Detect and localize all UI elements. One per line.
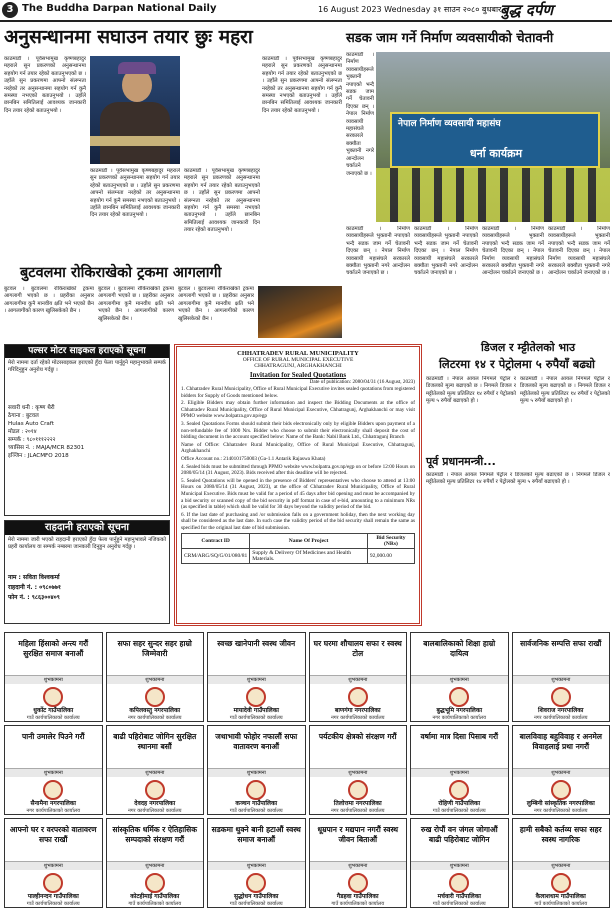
- greeting-ad-label: शुभकामना: [513, 768, 610, 777]
- greeting-ad-org: सैनामैना नगरपालिका: [30, 800, 76, 807]
- greeting-ad-message: रुख रोपौं वन जंगल जोगाऔं बाढी पहिरोबाट जोगिन: [420, 825, 498, 844]
- greeting-ad-org: पाल्हीनन्दन गाउँपालिका: [27, 893, 79, 900]
- greeting-ad-org: लुम्बिनी सांस्कृतिक नगरपालिका: [526, 800, 595, 807]
- greeting-ad-message: बाढी पहिरोबाट जोगिन सुरक्षित स्थानमा बसौं: [113, 732, 197, 751]
- greeting-ad[interactable]: [309, 725, 408, 815]
- greeting-ad-org: शिवराज नगरपालिका: [538, 707, 584, 714]
- banner-subtext: धर्ना कार्यक्रम: [469, 147, 523, 160]
- notice-paragraph: 1. Chhatradev Rural Municipality, Office of Rural Municipal Executive invites sealed quotations from registered bidders for Supply of Goods mentioned below.: [181, 386, 415, 399]
- municipality-emblem-icon: [449, 873, 469, 893]
- greeting-ad-message: सडकमा थुक्ने बानी हटाऔं स्वस्थ समाज बनाऔं: [211, 825, 301, 844]
- lost-motorcycle-detail-line: सवारी धनी : कृष्ण थैरी: [8, 405, 55, 411]
- greeting-ad-message: हामी सबैको कर्तव्य सफा सहर स्वस्थ नागरिक: [519, 825, 602, 844]
- notice-paragraph: 5. Sealed Quotations will be opened in the presence of Bidders' representatives who choose to attend at 13:00 Hours on 2080/05/14 (31 August, 2023), at the office of Chhatradev Rural Municipality, Office of Rural Municipal Executive. Bids must be valid for a period of 45 days after bid opening and must be accompanied by a bid security or scanned copy of the bid security in pdf format in case of e-bid, amounting to a minimum NRs (as specified in table) which shall be valid for 30 days beyond the validity period of the bid.: [181, 477, 415, 511]
- greeting-ad-org: मर्चवारी गाउँपालिका: [437, 893, 481, 900]
- story2-body-col1: काठमाडौं । निर्माण व्यवसायीहरूले भुक्तानी नपाएको भन्दै सडक जाम गर्ने चेतावनी दिएका छन् । नेपाल निर्माण व्यवसायी महासंघले सरकारले बक्यौता भुक्तानी नगरे आन्दोलन चर्काउने जनाएको छ ।: [346, 226, 410, 277]
- notice-table-header: Contract ID: [182, 534, 250, 549]
- greeting-ad-message: बालबालिकाको शिक्षा हाम्रो दायित्व: [423, 639, 496, 658]
- greeting-ad-label: शुभकामना: [5, 768, 102, 777]
- greeting-ad[interactable]: [309, 632, 408, 722]
- lost-motorcycle-detail-line: मोडल : २०१४: [8, 429, 37, 435]
- lost-passport-title: राहदानी हराएको सूचना: [5, 521, 169, 535]
- municipality-emblem-icon: [449, 687, 469, 707]
- greeting-ad-org: देवदह नगरपालिका: [134, 800, 176, 807]
- lost-motorcycle-detail-line: च्यासिस नं. : MAJA/MCR 82301: [8, 445, 85, 451]
- greeting-ad-message: पानी उमालेर पिउने गरौं: [21, 732, 85, 741]
- greeting-ad-org: कोटहीमाई गाउँपालिका: [130, 893, 180, 900]
- greeting-ad-org: कञ्चन गाउँपालिका: [235, 800, 278, 807]
- municipality-emblem-icon: [145, 687, 165, 707]
- greeting-ad-label: शुभकामना: [5, 675, 102, 684]
- greeting-ad[interactable]: [207, 725, 306, 815]
- greeting-ad-org: तिलोत्तमा नगरपालिका: [333, 800, 382, 807]
- notice-paragraph: Office Account no.: 2140101750003 (Ga-1.1 Antarik Rajaswa Khata): [181, 455, 326, 462]
- banner-text: नेपाल निर्माण व्यवसायी महासंघ: [398, 119, 501, 129]
- greeting-ad-org: रोहिणी गाउँपालिका: [438, 800, 481, 807]
- greeting-ad[interactable]: [410, 725, 509, 815]
- notice-table-header: Bid Security (NRs): [367, 534, 414, 549]
- paper-name: The Buddha Darpan National Daily: [22, 3, 217, 14]
- greeting-ad-office: गाउँ कार्यपालिकाको कार्यालय: [432, 901, 486, 907]
- greeting-ad-office: नगर कार्यपालिकाको कार्यालय: [533, 808, 588, 814]
- greeting-ad-office: गाउँ कार्यपालिकाको कार्यालय: [432, 808, 486, 814]
- greeting-ad[interactable]: [512, 725, 611, 815]
- story4-kicker[interactable]: डिजल र म्ट्टीतेलको भाउ: [480, 341, 576, 354]
- notice-paragraph: 2. Eligible Bidders may obtain further information and inspect the Bidding Documents at the office of Chhatradev Rural Municipality, Office of Rural Municipal Executive, Chhatragunj, Arghakhanchi or may visit PPMO website www.bolpatra.gov.np/egp: [181, 400, 415, 420]
- story3-headline[interactable]: बुटवलमा रोकिराखेको ट्रकमा आगलागी: [20, 265, 222, 281]
- municipality-emblem-icon: [43, 873, 63, 893]
- story1-body-col4: काठमाडौं । पूर्वसभामुख कृष्णबहादुर महराले सुन प्रकरणको अनुसन्धानमा सहयोग गर्न तयार रहेको बताउनुभएको छ । उहाँले सुन प्रकरणमा आफ्नो संलग्नता नरहेको तर अनुसन्धानमा सहयोग गर्न कुनै समस्या नभएको बताउनुभयो । उहाँले छानबिन समितिलाई आवश्यक जानकारी दिन तयार रहेको बताउनुभयो ।: [262, 56, 342, 114]
- municipality-emblem-icon: [43, 780, 63, 800]
- greeting-ad-office: गाउँ कार्यपालिकाको कार्यालय: [229, 715, 283, 721]
- municipality-emblem-icon: [449, 780, 469, 800]
- greeting-ad-label: शुभकामना: [208, 768, 305, 777]
- municipality-emblem-icon: [348, 687, 368, 707]
- lost-passport-name: नाम : सविता विश्वकर्मा: [8, 574, 60, 581]
- greeting-ad[interactable]: [106, 632, 205, 722]
- lost-passport-notice: [4, 520, 170, 624]
- greeting-ad-message: सफा सहर सुन्दर सहर हाम्रो जिम्मेवारी: [117, 639, 192, 658]
- greeting-ad[interactable]: [410, 632, 509, 722]
- story5-body: काठमाडौं । नेपाल आयल निगमले पेट्रोल र डिजलको मूल्य बढाएको छ । निगमले डिजल र मट्टीतेलको मूल्य प्रतिलिटर १४ रुपैयाँ र पेट्रोलको मूल्य ५ रुपैयाँ बढाएको हो ।: [426, 472, 610, 486]
- greeting-ad-message: धूम्रपान र मद्यपान नगरौं स्वस्थ जीवन बिताऔं: [317, 825, 399, 844]
- notice-org2: OFFICE OF RURAL MUNICIPAL EXECUTIVE: [242, 357, 354, 363]
- story3-body-col1: बुटवल । बुटवलमा रोकिराखेको ट्रकमा आगलागी भएको छ । प्रहरीका अनुसार आगलागीमा कुनै मानवीय क्षति भने भएको छैन । आगलागीको कारण खुलिसकेको छैन ।: [4, 286, 94, 315]
- notice-org1: CHHATRADEV RURAL MUNICIPALITY: [237, 350, 359, 357]
- greeting-ad-office: गाउँ कार्यपालिकाको कार्यालय: [128, 901, 182, 907]
- greeting-ad-message: जथाभावी फोहोर नफालौं सफा वातावरण बनाऔं: [215, 732, 298, 751]
- greeting-ad-label: शुभकामना: [310, 675, 407, 684]
- notice-table-cell: CRM/ARG/SQ/G/01/080/81: [182, 549, 250, 564]
- greeting-ad[interactable]: [207, 632, 306, 722]
- story4-headline[interactable]: लिटरमा १४ र पेट्रोलमा ५ रुपैयाँ बढ्यो: [438, 357, 596, 371]
- greeting-ad-office: नगर कार्यपालिकाको कार्यालय: [26, 808, 81, 814]
- municipality-emblem-icon: [551, 687, 571, 707]
- greeting-ad[interactable]: [4, 725, 103, 815]
- notice-table-cell: 92,000.00: [367, 549, 414, 564]
- greeting-ad-label: शुभकामना: [107, 861, 204, 870]
- greeting-ad-org: मायादेवी गाउँपालिका: [233, 707, 279, 714]
- story2-body-col3: काठमाडौं । निर्माण व्यवसायीहरूले भुक्तानी नपाएको भन्दै सडक जाम गर्ने चेतावनी दिएका छन् । नेपाल निर्माण व्यवसायी महासंघले सरकारले बक्यौता भुक्तानी नगरे आन्दोलन चर्काउने जनाएको छ ।: [482, 226, 544, 277]
- story1-body-col2: काठमाडौं । पूर्वसभामुख कृष्णबहादुर महराले सुन प्रकरणको अनुसन्धानमा सहयोग गर्न तयार रहेको बताउनुभएको छ । उहाँले सुन प्रकरणमा आफ्नो संलग्नता नरहेको तर अनुसन्धानमा सहयोग गर्न कुनै समस्या नभएको बताउनुभयो । उहाँले छानबिन समितिलाई आवश्यक जानकारी दिन तयार रहेको बताउनुभयो ।: [90, 168, 180, 219]
- notice-paragraphs: [181, 386, 415, 531]
- greeting-ad-label: शुभकामना: [411, 675, 508, 684]
- greeting-ads-grid: [4, 632, 610, 908]
- greeting-ad-label: शुभकामना: [107, 768, 204, 777]
- greeting-ad-message: आफ्नो घर र वरपरको वातावरण सफा राखौं: [9, 825, 97, 844]
- greeting-ad-org: कपिलवस्तु नगरपालिका: [129, 707, 181, 714]
- greeting-ad-label: शुभकामना: [411, 861, 508, 870]
- greeting-ad-office: गाउँ कार्यपालिकाको कार्यालय: [26, 715, 80, 721]
- story1-body-col1: काठमाडौं । पूर्वसभामुख कृष्णबहादुर महराले सुन प्रकरणको अनुसन्धानमा सहयोग गर्न तयार रहेको बताउनुभएको छ । उहाँले सुन प्रकरणमा आफ्नो संलग्नता नरहेको तर अनुसन्धानमा सहयोग गर्न कुनै समस्या नभएको बताउनुभयो । उहाँले छानबिन समितिलाई आवश्यक जानकारी दिन तयार रहेको बताउनुभयो ।: [4, 56, 86, 114]
- municipality-emblem-icon: [246, 873, 266, 893]
- greeting-ad-message: वर्षामा मात्र दिसा पिसाब गरौं: [420, 732, 499, 741]
- lost-motorcycle-body: मेरो नाममा दर्ता रहेको मोटरसाइकल हराएको हुँदा फेला पार्नुहुने महानुभावले सम्पर्क गरिदिनुहुन अनुरोध गर्दछु ।: [8, 360, 166, 374]
- story1-headline[interactable]: अनुसन्धानमा सघाउन तयार छुः महरा: [4, 26, 253, 48]
- story3-body-col2: बुटवल । बुटवलमा रोकिराखेको ट्रकमा आगलागी भएको छ । प्रहरीका अनुसार आगलागीमा कुनै मानवीय क्षति भने भएको छैन । आगलागीको कारण खुलिसकेको छैन ।: [98, 286, 174, 322]
- story5-headline[interactable]: पूर्व प्रधानमन्त्री...: [426, 455, 496, 468]
- municipality-emblem-icon: [246, 687, 266, 707]
- greeting-ad[interactable]: [106, 818, 205, 908]
- greeting-ad-label: शुभकामना: [208, 675, 305, 684]
- greeting-ad-message: सार्वजनिक सम्पत्ति सफा राखौं: [520, 639, 602, 648]
- greeting-ad-message: महिला हिंसाको अन्त्य गरौं सुरक्षित समाज बनाऔं: [18, 639, 89, 658]
- greeting-ad-message: घर घरमा शौचालय सफा र स्वस्थ टोल: [313, 639, 402, 658]
- greeting-ad[interactable]: [4, 632, 103, 722]
- greeting-ad-label: शुभकामना: [310, 768, 407, 777]
- greeting-ad-org: धुर्कोट गाउँपालिका: [33, 707, 74, 714]
- greeting-ad[interactable]: [207, 818, 306, 908]
- notice-table-header: Name Of Project: [250, 534, 368, 549]
- greeting-ad-office: गाउँ कार्यपालिकाको कार्यालय: [229, 901, 283, 907]
- municipality-emblem-icon: [145, 780, 165, 800]
- story2-headline[interactable]: सडक जाम गर्ने निर्माण व्यवसायीको चेतावनी: [346, 31, 554, 46]
- greeting-ad-message: स्वच्छ खानेपानी स्वस्थ जीवन: [217, 639, 296, 648]
- notice-table-row: [182, 549, 415, 564]
- lost-passport-phone: फोन नं. : ९८६३००४०९: [8, 594, 60, 601]
- greeting-ad-office: नगर कार्यपालिकाको कार्यालय: [330, 715, 385, 721]
- lost-motorcycle-title: पल्सर मोटर साइकल हराएको सूचना: [5, 345, 169, 358]
- greeting-ad-org: गैडहवा गाउँपालिका: [336, 893, 379, 900]
- story3-body-col3: बुटवल । बुटवलमा रोकिराखेको ट्रकमा आगलागी भएको छ । प्रहरीका अनुसार आगलागीमा कुनै मानवीय क्षति भने भएको छैन । आगलागीको कारण खुलिसकेको छैन ।: [178, 286, 254, 322]
- story3-photo: [258, 286, 342, 338]
- greeting-ad-org: बाणगंगा नगरपालिका: [334, 707, 381, 714]
- lost-passport-number: राहदानी नं. : ०९८०७७१: [8, 584, 61, 591]
- greeting-ad-office: नगर कार्यपालिकाको कार्यालय: [330, 808, 385, 814]
- story2-body-col2: काठमाडौं । निर्माण व्यवसायीहरूले भुक्तानी नपाएको भन्दै सडक जाम गर्ने चेतावनी दिएका छन् । नेपाल निर्माण व्यवसायी महासंघले सरकारले बक्यौता भुक्तानी नगरे आन्दोलन चर्काउने जनाएको छ ।: [414, 226, 478, 277]
- greeting-ad[interactable]: [4, 818, 103, 908]
- greeting-ad-message: बालविवाह बहुविवाह र अनमेल विवाहलाई प्रथा नगरौं: [519, 732, 602, 751]
- notice-pubdate: Date of publication: 2080/04/31 (16 August, 2023): [309, 379, 415, 385]
- greeting-ad-office: गाउँ कार्यपालिकाको कार्यालय: [26, 901, 80, 907]
- greeting-ad[interactable]: [512, 818, 611, 908]
- greeting-ad-label: शुभकामना: [513, 675, 610, 684]
- greeting-ad-message: सांस्कृतिक धर्मिक र ऐतिहासिक सम्पदाको संरक्षण गरौं: [112, 825, 197, 844]
- story4-body-col2: काठमाडौं । नेपाल आयल निगमले पेट्रोल र डिजलको मूल्य बढाएको छ । निगमले डिजल र मट्टीतेलको मूल्य प्रतिलिटर १४ रुपैयाँ र पेट्रोलको मूल्य ५ रुपैयाँ बढाएको हो ।: [520, 376, 610, 405]
- municipality-emblem-icon: [551, 780, 571, 800]
- greeting-ad-office: गाउँ कार्यपालिकाको कार्यालय: [534, 901, 588, 907]
- greeting-ad[interactable]: [512, 632, 611, 722]
- notice-table-cell: Supply & Delivery Of Medicines and Health Materials.: [250, 549, 368, 564]
- greeting-ad[interactable]: [106, 725, 205, 815]
- greeting-ad-label: शुभकामना: [310, 861, 407, 870]
- lost-motorcycle-detail-line: ठेगाना : बुटवल: [8, 413, 39, 419]
- page-header: [0, 0, 612, 22]
- story2-side-col: काठमाडौं । निर्माण व्यवसायीहरूले भुक्तानी नपाएको भन्दै सडक जाम गर्ने चेतावनी दिएका छन् । नेपाल निर्माण व्यवसायी महासंघले सरकारले बक्यौता भुक्तानी नगरे आन्दोलन चर्काउने जनाएको छ ।: [346, 52, 374, 177]
- story4-body-col1: काठमाडौं । नेपाल आयल निगमले पेट्रोल र डिजलको मूल्य बढाएको छ । निगमले डिजल र मट्टीतेलको मूल्य प्रतिलिटर १४ रुपैयाँ र पेट्रोलको मूल्य ५ रुपैयाँ बढाएको हो ।: [426, 376, 516, 405]
- story2-body-col4: काठमाडौं । निर्माण व्यवसायीहरूले भुक्तानी नपाएको भन्दै सडक जाम गर्ने चेतावनी दिएका छन् । नेपाल निर्माण व्यवसायी महासंघले सरकारले बक्यौता भुक्तानी नगरे आन्दोलन चर्काउने जनाएको छ ।: [548, 226, 610, 277]
- lost-motorcycle-notice: [4, 344, 170, 516]
- greeting-ad-org: बुद्धभूमि नगरपालिका: [436, 707, 483, 714]
- municipality-emblem-icon: [145, 873, 165, 893]
- lost-passport-body: मेरो नाममा जारी भएको राहदानी हराएको हुँदा फेला पार्नुहुने महानुभावले नजिकको प्रहरी कार्यालय वा सम्पर्क नम्बरमा जानकारी दिनुहुन अनुरोध गर्दछु ।: [8, 537, 166, 551]
- masthead-logo: बुद्ध दर्पण: [500, 1, 554, 19]
- greeting-ad-office: नगर कार्यपालिकाको कार्यालय: [127, 808, 182, 814]
- municipality-emblem-icon: [43, 687, 63, 707]
- greeting-ad[interactable]: [309, 818, 408, 908]
- greeting-ad-office: नगर कार्यपालिकाको कार्यालय: [127, 715, 182, 721]
- notice-paragraph: 3. Sealed Quotations Forms should submit their bids electronically only by eligible Bidders upon payment of a non-refundable fee of 1000 Nrs. Bidder who choose to submit their electronically shall deposit the cost of bidding document in the account specified below: Name of the Bank: Nabil Bank Ltd., Chhatragunj Branch: [181, 420, 415, 441]
- story2-photo: [376, 52, 610, 222]
- greeting-ad-org: कैलाशधाम गाउँपालिका: [535, 893, 586, 900]
- issue-date: 16 August 2023 Wednesday ३१ साउन २०८० बुधबार: [318, 5, 502, 14]
- greeting-ad-office: गाउँ कार्यपालिकाको कार्यालय: [229, 808, 283, 814]
- page-number: 3: [2, 2, 18, 18]
- notice-table: [181, 533, 415, 564]
- greeting-ad-office: नगर कार्यपालिकाको कार्यालय: [533, 715, 588, 721]
- municipality-emblem-icon: [551, 873, 571, 893]
- notice-org3: CHHATRAGUNJ, ARGHAKHANCHI: [254, 363, 342, 369]
- greeting-ad-label: शुभकामना: [208, 861, 305, 870]
- lost-motorcycle-detail-line: Hulas Auto Craft: [8, 421, 54, 427]
- notice-paragraph: Name of Office: Chhatradev Rural Municipality, Office of Rural Municipal Executive, Chhatragunj, Arghakhanchi: [181, 441, 415, 455]
- greeting-ad-label: शुभकामना: [513, 861, 610, 870]
- lost-motorcycle-detail-line: इञ्जिन : JLACMFO 2018: [8, 453, 69, 459]
- lost-motorcycle-details: [5, 404, 169, 460]
- greeting-ad-office: गाउँ कार्यपालिकाको कार्यालय: [331, 901, 385, 907]
- municipality-emblem-icon: [246, 780, 266, 800]
- greeting-ad[interactable]: [410, 818, 509, 908]
- municipality-emblem-icon: [348, 780, 368, 800]
- notice-paragraph: 6. If the last date of purchasing and /or submission falls on a government holiday, then the next working day shall be considered as the last date. In such case the validity period of the bid security shall remain the same as specified for the original last date of bid submission.: [181, 511, 415, 531]
- greeting-ad-org: सुद्धोधन गाउँपालिका: [234, 893, 279, 900]
- story1-body-col3: काठमाडौं । पूर्वसभामुख कृष्णबहादुर महराले सुन प्रकरणको अनुसन्धानमा सहयोग गर्न तयार रहेको बताउनुभएको छ । उहाँले सुन प्रकरणमा आफ्नो संलग्नता नरहेको तर अनुसन्धानमा सहयोग गर्न कुनै समस्या नभएको बताउनुभयो । उहाँले छानबिन समितिलाई आवश्यक जानकारी दिन तयार रहेको बताउनुभयो ।: [184, 168, 260, 234]
- greeting-ad-label: शुभकामना: [5, 861, 102, 870]
- lost-motorcycle-detail-line: सम्पर्क : ९८०१११२२२२: [8, 437, 56, 443]
- greeting-ad-label: शुभकामना: [107, 675, 204, 684]
- sealed-quotation-notice: [174, 344, 422, 626]
- greeting-ad-label: शुभकामना: [411, 768, 508, 777]
- notice-paragraph: 4. Sealed bids must be submitted through PPMO website www.bolpatra.gov.np/egp on or before 12:00 Hours on 2080/05/14 (31 August, 2023). Bids received after this deadline will be rejected.: [181, 463, 415, 477]
- greeting-ad-message: पर्यटकीय क्षेत्रको संरक्षण गरौं: [318, 732, 397, 741]
- story1-photo: [90, 56, 180, 164]
- municipality-emblem-icon: [348, 873, 368, 893]
- greeting-ad-office: नगर कार्यपालिकाको कार्यालय: [432, 715, 487, 721]
- notice-title: Invitation for Sealed Quotations: [249, 371, 347, 379]
